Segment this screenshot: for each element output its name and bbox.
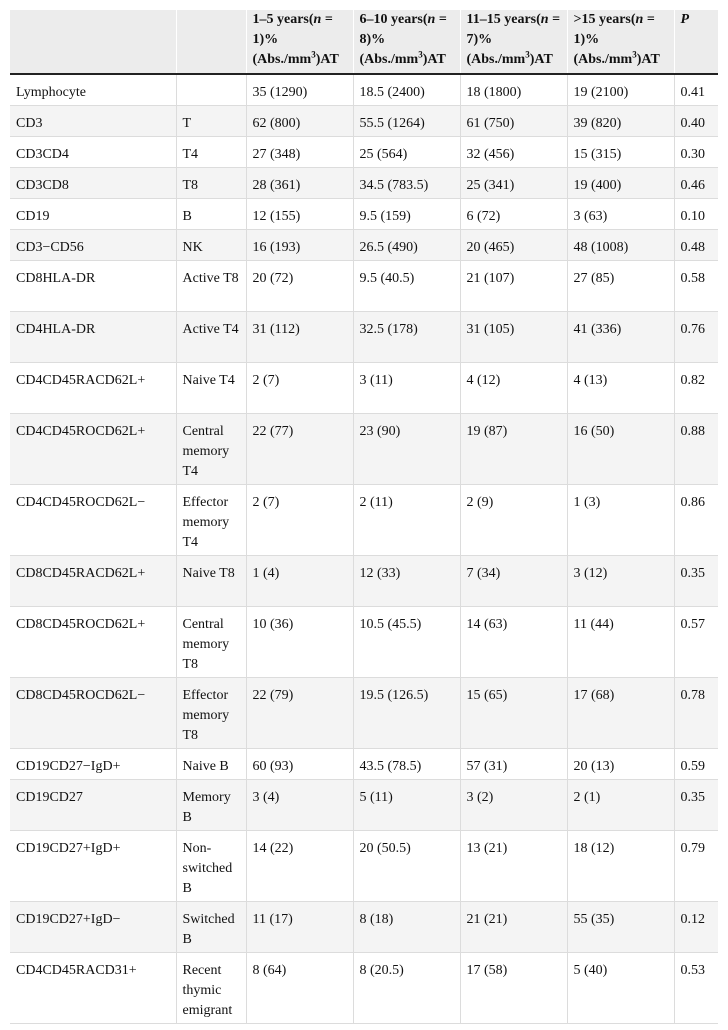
- value-over-15-cell-text: 55 (35): [573, 911, 615, 927]
- p-value-cell: [674, 830, 718, 901]
- cell-type-cell-text: Memory B: [182, 789, 231, 825]
- value-over-15-cell: [567, 748, 674, 779]
- value-over-15-cell: [567, 413, 674, 484]
- value-11-15-cell-text: 61 (750): [466, 115, 515, 131]
- cell-type-cell: [176, 229, 246, 260]
- value-11-15-cell-text: 21 (107): [466, 270, 515, 286]
- value-1-5-cell: [246, 260, 353, 311]
- value-11-15-cell: [460, 136, 567, 167]
- value-6-10-cell-text: 19.5 (126.5): [359, 687, 429, 703]
- value-6-10-cell: [353, 830, 460, 901]
- table-row: [10, 484, 718, 555]
- value-11-15-cell-text: 31 (105): [466, 321, 515, 337]
- p-value-cell-text: 0.48: [680, 239, 705, 255]
- marker-cell-text: CD3CD4: [16, 146, 69, 162]
- value-over-15-cell-text: 3 (63): [573, 208, 608, 224]
- value-6-10-cell-text: 32.5 (178): [359, 321, 418, 337]
- value-1-5-cell-text: 14 (22): [252, 840, 294, 856]
- value-6-10-cell: [353, 677, 460, 748]
- value-over-15-cell: [567, 952, 674, 1023]
- value-over-15-cell-text: 19 (400): [573, 177, 622, 193]
- marker-cell-text: CD19CD27: [16, 789, 83, 805]
- value-6-10-cell-text: 43.5 (78.5): [359, 758, 422, 774]
- value-1-5-cell-text: 62 (800): [252, 115, 301, 131]
- p-value-cell: [674, 748, 718, 779]
- value-11-15-cell-text: 17 (58): [466, 962, 508, 978]
- value-1-5-cell: [246, 229, 353, 260]
- value-over-15-cell: [567, 830, 674, 901]
- value-11-15-cell: [460, 606, 567, 677]
- p-value-cell-text: 0.30: [680, 146, 705, 162]
- value-11-15-cell-text: 3 (2): [466, 789, 494, 805]
- value-11-15-cell-text: 21 (21): [466, 911, 508, 927]
- marker-cell: [10, 198, 176, 229]
- cell-type-cell: [176, 830, 246, 901]
- value-1-5-cell: [246, 484, 353, 555]
- value-1-5-cell-text: 10 (36): [252, 616, 294, 632]
- value-1-5-cell-text: 16 (193): [252, 239, 301, 255]
- value-over-15-cell-text: 1 (3): [573, 494, 601, 510]
- cell-type-cell-text: B: [182, 208, 192, 224]
- p-value-cell-text: 0.12: [680, 911, 705, 927]
- p-value-cell: [674, 362, 718, 413]
- marker-cell: [10, 136, 176, 167]
- table-body: [10, 74, 718, 1023]
- marker-cell: [10, 167, 176, 198]
- value-6-10-cell-text: 12 (33): [359, 565, 401, 581]
- marker-cell-text: CD8HLA-DR: [16, 270, 96, 286]
- value-1-5-cell: [246, 74, 353, 105]
- value-over-15-cell-text: 20 (13): [573, 758, 615, 774]
- value-over-15-cell-text: 4 (13): [573, 372, 608, 388]
- value-over-15-cell: [567, 136, 674, 167]
- marker-cell: [10, 748, 176, 779]
- value-1-5-cell-text: 12 (155): [252, 208, 301, 224]
- cell-type-cell: [176, 311, 246, 362]
- header-age-1-5: 1–5 years(n = 1)% $(Abs./mm^3)AT$: [246, 10, 353, 74]
- value-over-15-cell-text: 39 (820): [573, 115, 622, 131]
- cell-type-cell-text: Non-switched B: [182, 840, 233, 896]
- marker-cell-text: CD3CD8: [16, 177, 69, 193]
- p-value-cell-text: 0.78: [680, 687, 705, 703]
- cell-type-cell: [176, 901, 246, 952]
- value-1-5-cell-text: 11 (17): [252, 911, 293, 927]
- marker-cell: [10, 830, 176, 901]
- cell-type-cell-text: Effector memory T4: [182, 494, 230, 550]
- value-over-15-cell-text: 5 (40): [573, 962, 608, 978]
- marker-cell: [10, 779, 176, 830]
- header-age-11-15: 11–15 years(n = 7)% $(Abs./mm^3)AT$: [460, 10, 567, 74]
- value-11-15-cell: [460, 74, 567, 105]
- cell-type-cell-text: T: [182, 115, 192, 131]
- header-marker: [10, 10, 176, 74]
- p-value-cell-text: 0.58: [680, 270, 705, 286]
- p-value-cell: [674, 779, 718, 830]
- value-6-10-cell: [353, 229, 460, 260]
- p-value-cell-text: 0.10: [680, 208, 705, 224]
- cell-type-cell: [176, 779, 246, 830]
- cell-type-cell-text: Switched B: [182, 911, 235, 947]
- value-6-10-cell-text: 5 (11): [359, 789, 393, 805]
- value-6-10-cell: [353, 413, 460, 484]
- value-6-10-cell-text: 55.5 (1264): [359, 115, 425, 131]
- value-6-10-cell: [353, 748, 460, 779]
- marker-cell-text: CD19CD27+IgD+: [16, 840, 121, 856]
- value-over-15-cell: [567, 484, 674, 555]
- value-11-15-cell-text: 14 (63): [466, 616, 508, 632]
- marker-cell: [10, 901, 176, 952]
- value-1-5-cell: [246, 748, 353, 779]
- marker-cell-text: CD8CD45RACD62L+: [16, 565, 146, 581]
- value-6-10-cell-text: 2 (11): [359, 494, 393, 510]
- value-11-15-cell: [460, 413, 567, 484]
- cell-type-cell-text: Effector memory T8: [182, 687, 230, 743]
- value-1-5-cell: [246, 952, 353, 1023]
- cell-type-cell-text: Recent thymic emigrant: [182, 962, 233, 1018]
- value-over-15-cell: [567, 362, 674, 413]
- p-value-cell: [674, 484, 718, 555]
- table-row: [10, 229, 718, 260]
- value-11-15-cell: [460, 901, 567, 952]
- p-value-cell-text: 0.82: [680, 372, 705, 388]
- header-age-6-10: 6–10 years(n = 8)% $(Abs./mm^3)AT$: [353, 10, 460, 74]
- value-over-15-cell-text: 2 (1): [573, 789, 601, 805]
- value-6-10-cell: [353, 779, 460, 830]
- p-value-cell: [674, 74, 718, 105]
- value-6-10-cell: [353, 606, 460, 677]
- table-row: [10, 105, 718, 136]
- value-1-5-cell: [246, 830, 353, 901]
- marker-cell: [10, 413, 176, 484]
- p-value-cell-text: 0.76: [680, 321, 705, 337]
- value-over-15-cell-text: 48 (1008): [573, 239, 629, 255]
- header-age-over-15: >15 years(n = 1)% $(Abs./mm^3)AT$: [567, 10, 674, 74]
- marker-cell-text: CD4CD45ROCD62L−: [16, 494, 146, 510]
- value-over-15-cell: [567, 167, 674, 198]
- marker-cell: [10, 677, 176, 748]
- value-over-15-cell-text: 16 (50): [573, 423, 615, 439]
- p-value-cell: [674, 311, 718, 362]
- marker-cell-text: CD3: [16, 115, 43, 131]
- value-11-15-cell: [460, 748, 567, 779]
- cell-type-cell: [176, 484, 246, 555]
- table-row: [10, 74, 718, 105]
- value-1-5-cell-text: 60 (93): [252, 758, 294, 774]
- value-11-15-cell-text: 13 (21): [466, 840, 508, 856]
- value-over-15-cell-text: 19 (2100): [573, 85, 629, 100]
- marker-cell-text: CD8CD45ROCD62L+: [16, 616, 146, 632]
- value-6-10-cell: [353, 901, 460, 952]
- value-11-15-cell: [460, 779, 567, 830]
- value-1-5-cell: [246, 167, 353, 198]
- table-row: [10, 260, 718, 311]
- value-11-15-cell-text: 6 (72): [466, 208, 501, 224]
- cell-type-cell: [176, 677, 246, 748]
- value-6-10-cell-text: 34.5 (783.5): [359, 177, 429, 193]
- value-over-15-cell-text: 15 (315): [573, 146, 622, 162]
- p-value-cell-text: 0.35: [680, 789, 705, 805]
- value-over-15-cell: [567, 677, 674, 748]
- p-value-cell-text: 0.40: [680, 115, 705, 131]
- value-over-15-cell: [567, 779, 674, 830]
- marker-cell: [10, 229, 176, 260]
- table-row: [10, 677, 718, 748]
- value-1-5-cell: [246, 677, 353, 748]
- value-over-15-cell: [567, 229, 674, 260]
- cell-type-cell: [176, 167, 246, 198]
- cell-type-cell: [176, 198, 246, 229]
- value-11-15-cell: [460, 260, 567, 311]
- value-11-15-cell: [460, 677, 567, 748]
- value-6-10-cell-text: 23 (90): [359, 423, 401, 439]
- value-over-15-cell-text: 41 (336): [573, 321, 622, 337]
- marker-cell: [10, 555, 176, 606]
- p-value-cell: [674, 105, 718, 136]
- cell-type-cell-text: Central memory T4: [182, 423, 230, 479]
- value-6-10-cell-text: 9.5 (159): [359, 208, 411, 224]
- p-value-cell: [674, 198, 718, 229]
- value-11-15-cell: [460, 167, 567, 198]
- marker-cell-text: CD19CD27+IgD−: [16, 911, 121, 927]
- marker-cell: [10, 362, 176, 413]
- value-11-15-cell: [460, 198, 567, 229]
- value-11-15-cell: [460, 311, 567, 362]
- p-value-cell-text: 0.86: [680, 494, 705, 510]
- value-over-15-cell-text: 17 (68): [573, 687, 615, 703]
- value-1-5-cell-text: 28 (361): [252, 177, 301, 193]
- value-over-15-cell-text: 18 (12): [573, 840, 615, 856]
- p-value-cell: [674, 606, 718, 677]
- immunophenotype-table: [10, 10, 718, 1024]
- cell-type-cell: [176, 748, 246, 779]
- cell-type-cell-text: NK: [182, 239, 203, 255]
- value-1-5-cell-text: 2 (7): [252, 494, 280, 510]
- cell-type-cell: [176, 606, 246, 677]
- value-11-15-cell-text: 7 (34): [466, 565, 501, 581]
- header-p-value: P: [674, 10, 718, 74]
- value-6-10-cell-text: 20 (50.5): [359, 840, 411, 856]
- value-6-10-cell: [353, 952, 460, 1023]
- marker-cell-text: CD19: [16, 208, 50, 224]
- value-11-15-cell-text: 19 (87): [466, 423, 508, 439]
- value-1-5-cell: [246, 362, 353, 413]
- value-6-10-cell-text: 8 (18): [359, 911, 394, 927]
- value-6-10-cell: [353, 484, 460, 555]
- value-over-15-cell: [567, 555, 674, 606]
- value-6-10-cell: [353, 167, 460, 198]
- p-value-cell: [674, 167, 718, 198]
- value-11-15-cell: [460, 830, 567, 901]
- cell-type-cell-text: Naive T4: [182, 372, 235, 388]
- value-1-5-cell: [246, 555, 353, 606]
- value-6-10-cell: [353, 198, 460, 229]
- table-row: [10, 413, 718, 484]
- table-row: [10, 901, 718, 952]
- value-over-15-cell: [567, 198, 674, 229]
- value-over-15-cell: [567, 74, 674, 105]
- p-value-cell: [674, 952, 718, 1023]
- cell-type-cell-text: Naive T8: [182, 565, 235, 581]
- p-value-cell: [674, 136, 718, 167]
- value-11-15-cell-text: 15 (65): [466, 687, 508, 703]
- table-row: [10, 362, 718, 413]
- marker-cell-text: CD4CD45RACD31+: [16, 962, 137, 978]
- p-value-cell: [674, 413, 718, 484]
- cell-type-cell-text: T8: [182, 177, 199, 193]
- value-over-15-cell: [567, 606, 674, 677]
- value-over-15-cell-text: 11 (44): [573, 616, 614, 632]
- table-row: [10, 136, 718, 167]
- table-row: [10, 952, 718, 1023]
- value-1-5-cell: [246, 606, 353, 677]
- marker-cell-text: CD4CD45RACD62L+: [16, 372, 146, 388]
- value-1-5-cell-text: 22 (77): [252, 423, 294, 439]
- table-row: [10, 555, 718, 606]
- table-row: [10, 311, 718, 362]
- value-1-5-cell: [246, 901, 353, 952]
- value-1-5-cell-text: 2 (7): [252, 372, 280, 388]
- value-6-10-cell-text: 26.5 (490): [359, 239, 418, 255]
- p-value-cell: [674, 901, 718, 952]
- value-1-5-cell-text: 22 (79): [252, 687, 294, 703]
- value-1-5-cell: [246, 311, 353, 362]
- value-6-10-cell-text: 3 (11): [359, 372, 393, 388]
- p-value-cell: [674, 677, 718, 748]
- value-11-15-cell-text: 18 (1800): [466, 85, 522, 100]
- value-1-5-cell: [246, 413, 353, 484]
- value-11-15-cell: [460, 555, 567, 606]
- marker-cell-text: Lymphocyte: [16, 85, 86, 100]
- value-11-15-cell: [460, 105, 567, 136]
- marker-cell: [10, 952, 176, 1023]
- cell-type-cell-text: Naive B: [182, 758, 229, 774]
- cell-type-cell: [176, 105, 246, 136]
- value-1-5-cell-text: 20 (72): [252, 270, 294, 286]
- marker-cell-text: CD4HLA-DR: [16, 321, 96, 337]
- value-1-5-cell-text: 35 (1290): [252, 85, 308, 100]
- value-over-15-cell: [567, 311, 674, 362]
- value-1-5-cell-text: 8 (64): [252, 962, 287, 978]
- value-11-15-cell-text: 2 (9): [466, 494, 494, 510]
- header-cell-type: [176, 10, 246, 74]
- value-6-10-cell-text: 18.5 (2400): [359, 85, 425, 100]
- p-value-cell: [674, 260, 718, 311]
- marker-cell: [10, 74, 176, 105]
- value-6-10-cell: [353, 362, 460, 413]
- marker-cell-text: CD4CD45ROCD62L+: [16, 423, 146, 439]
- value-11-15-cell: [460, 952, 567, 1023]
- table-row: [10, 830, 718, 901]
- value-1-5-cell: [246, 105, 353, 136]
- value-over-15-cell: [567, 260, 674, 311]
- cell-type-cell-text: [183, 75, 240, 83]
- value-1-5-cell: [246, 198, 353, 229]
- value-11-15-cell: [460, 484, 567, 555]
- value-6-10-cell-text: 9.5 (40.5): [359, 270, 415, 286]
- marker-cell: [10, 484, 176, 555]
- table-row: [10, 779, 718, 830]
- value-over-15-cell: [567, 105, 674, 136]
- header-row: [10, 10, 718, 74]
- value-1-5-cell: [246, 779, 353, 830]
- table-header: [10, 10, 718, 74]
- value-11-15-cell-text: 4 (12): [466, 372, 501, 388]
- value-6-10-cell-text: 25 (564): [359, 146, 408, 162]
- value-11-15-cell: [460, 229, 567, 260]
- value-over-15-cell: [567, 901, 674, 952]
- value-11-15-cell: [460, 362, 567, 413]
- value-over-15-cell-text: 27 (85): [573, 270, 615, 286]
- value-11-15-cell-text: 20 (465): [466, 239, 515, 255]
- value-11-15-cell-text: 32 (456): [466, 146, 515, 162]
- value-6-10-cell-text: 8 (20.5): [359, 962, 404, 978]
- table-container: [10, 10, 718, 1024]
- marker-cell: [10, 311, 176, 362]
- value-6-10-cell: [353, 555, 460, 606]
- cell-type-cell: [176, 260, 246, 311]
- value-6-10-cell: [353, 311, 460, 362]
- value-1-5-cell-text: 31 (112): [252, 321, 300, 337]
- p-value-cell-text: 0.53: [680, 962, 705, 978]
- table-row: [10, 167, 718, 198]
- p-value-cell: [674, 229, 718, 260]
- cell-type-cell: [176, 362, 246, 413]
- value-11-15-cell-text: 57 (31): [466, 758, 508, 774]
- p-value-cell-text: 0.88: [680, 423, 705, 439]
- marker-cell: [10, 260, 176, 311]
- cell-type-cell: [176, 555, 246, 606]
- value-6-10-cell: [353, 136, 460, 167]
- p-value-cell-text: 0.79: [680, 840, 705, 856]
- p-value-cell-text: 0.57: [680, 616, 705, 632]
- value-over-15-cell-text: 3 (12): [573, 565, 608, 581]
- value-6-10-cell: [353, 74, 460, 105]
- value-1-5-cell-text: 1 (4): [252, 565, 280, 581]
- table-row: [10, 748, 718, 779]
- marker-cell-text: CD3−CD56: [16, 239, 84, 255]
- p-value-cell-text: 0.59: [680, 758, 705, 774]
- p-value-cell-text: 0.46: [680, 177, 705, 193]
- cell-type-cell: [176, 74, 246, 105]
- value-6-10-cell-text: 10.5 (45.5): [359, 616, 422, 632]
- cell-type-cell-text: T4: [182, 146, 199, 162]
- marker-cell: [10, 606, 176, 677]
- cell-type-cell: [176, 136, 246, 167]
- cell-type-cell-text: Active T4: [182, 321, 239, 337]
- marker-cell-text: CD19CD27−IgD+: [16, 758, 121, 774]
- value-6-10-cell: [353, 260, 460, 311]
- value-1-5-cell: [246, 136, 353, 167]
- table-row: [10, 606, 718, 677]
- value-1-5-cell-text: 27 (348): [252, 146, 301, 162]
- p-value-cell-text: 0.35: [680, 565, 705, 581]
- cell-type-cell-text: Active T8: [182, 270, 239, 286]
- value-1-5-cell-text: 3 (4): [252, 789, 280, 805]
- marker-cell-text: CD8CD45ROCD62L−: [16, 687, 146, 703]
- value-6-10-cell: [353, 105, 460, 136]
- p-value-cell-text: 0.41: [680, 85, 705, 100]
- p-value-cell: [674, 555, 718, 606]
- cell-type-cell: [176, 952, 246, 1023]
- cell-type-cell-text: Central memory T8: [182, 616, 230, 672]
- table-row: [10, 198, 718, 229]
- value-11-15-cell-text: 25 (341): [466, 177, 515, 193]
- marker-cell: [10, 105, 176, 136]
- cell-type-cell: [176, 413, 246, 484]
